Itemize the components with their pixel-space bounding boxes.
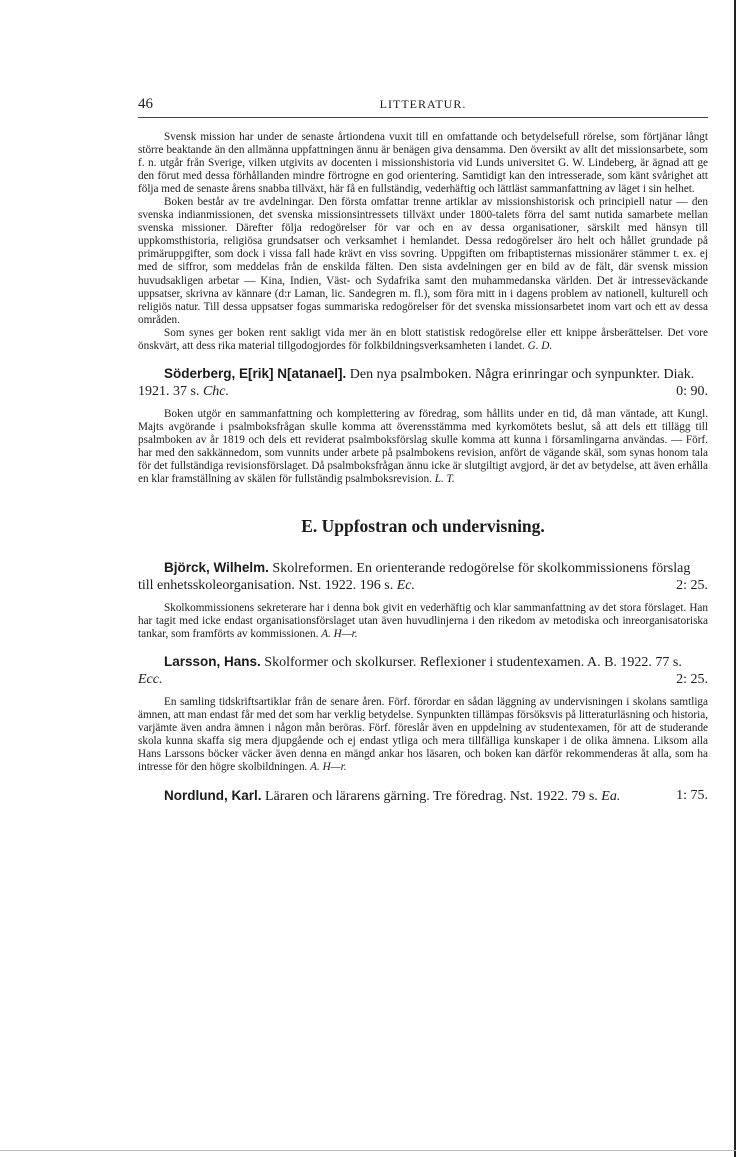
entry-author: Söderberg, E[rik] N[atanael]. — [164, 365, 347, 381]
entry-author: Nordlund, Karl. — [164, 787, 262, 803]
review-paragraph: En samling tidskriftsartiklar från de senare åren. Förf. förordar en sådan läggning av undervisningen i skolans samtliga ämnen, att man endast får med det som har verklig betydelse. Synpunkten tillämpas försöksvis på litteraturläsning och historia, varjämte även andra ämnen i någon mån beröras. Förf. föreslår även en uppdelning av studentexamen, för att de studerande skola kunna skaffa sig mera djupgående och ej endast ytliga och mera tillfälliga kunskaper i de olika ämnena. Liksom alla Hans Larssons böcker väcker även denna en mängd ankar hos läsaren, och boken kan därför rekommenderas åt alla, som ha intresse för den högre skolbildningen. A. H—r. — [138, 696, 708, 774]
review-paragraph: Boken utgör en sammanfattning och komplettering av föredrag, som hållits under en tid, då man väntade, att Kungl. Majts avgörande i psalmboksfrågan skulle komma att överensstämma med kyrkomötets beslut, så att dels ett tillägg till psalmboken av år 1819 och dels ett reviderat psalmboksförslag skulle komma att kunna i församlingarna användas. — Förf. har med den sakkännedom, som vunnits under arbete på psalmbokens revision, anfört de vägande skäl, som synas honom tala för det fullständiga revisionsförslaget. Då psalmboksfrågan ännu icke är slutgiltigt avgjord, är det av betydelse, att även erhålla en klar framställning av skälen för fullständig psalmboksrevision. L. T. — [138, 407, 708, 486]
entry-code: Chc. — [202, 383, 230, 399]
page-number: 46 — [138, 96, 153, 112]
entry-author: Larsson, Hans. — [164, 654, 261, 670]
reviewer-signature: A. H—r. — [310, 761, 347, 774]
entry-code: Ea. — [601, 788, 621, 804]
bibliography-entry — [138, 559, 708, 594]
entry-price: 1: 75. — [676, 787, 708, 803]
entry-price: 0: 90. — [676, 383, 708, 399]
review-paragraph: Som synes ger boken rent sakligt vida mer än en blott statistisk redogörelse eller ett knippe årsberättelser. Det vore önskvärt, att dess rika material tillgodogjordes för folkbildningsverksamheten i landet. G. D. — [138, 326, 708, 352]
entry-code: Ecc. — [138, 672, 163, 688]
bibliography-entry — [138, 787, 708, 805]
entry-description: Skolformer och skolkurser. Reflexioner i studentexamen. A. B. 1922. 77 s. — [264, 655, 682, 671]
bibliography-entry — [138, 653, 708, 688]
review-paragraph: Svensk mission har under de senaste årtiondena vuxit till en omfattande och betydelsefull rörelse, som förtjänar långt större beaktande än den allmänna uppfattningen ännu är benägen giva densamma. Den översikt av allt det missionsarbete, som f. n. utgår från Sverige, vilken utgivits av docenten i missionshistoria vid Lunds universitet G. W. Lindeberg, är ägnad att ge den förut med dessa förhållanden mindre förtrogne en god orientering. Samtidigt kan den intresserade, som känt svårighet att följa med de senaste årens snabba tillväxt, här få en fullständig, vederhäftig och lättläst sammanfattning av läget i sin helhet. — [138, 131, 708, 196]
bibliography-entry — [138, 365, 708, 400]
header-rule — [138, 117, 708, 118]
page-body — [138, 131, 708, 805]
entry-code: Ec. — [396, 578, 415, 594]
entry-price: 2: 25. — [676, 672, 708, 688]
running-title: LITTERATUR. — [379, 97, 467, 111]
reviewer-signature: G. D. — [527, 339, 553, 352]
entry-description: Den nya psalmboken. Några erinringar och synpunkter. Diak. 1921. 37 s. — [138, 366, 695, 399]
entry-price: 2: 25. — [676, 578, 708, 594]
entry-author: Björck, Wilhelm. — [164, 560, 269, 576]
reviewer-signature: L. T. — [434, 473, 455, 486]
running-header — [138, 96, 708, 116]
section-heading: E. Uppfostran och undervisning. — [301, 516, 545, 537]
entry-description: Läraren och lärarens gärning. Tre föredrag. Nst. 1922. 79 s. — [265, 788, 598, 804]
review-paragraph: Boken består av tre avdelningar. Den första omfattar trenne artiklar av missionshistorisk och principiell natur — den svenska indianmissionen, det svenska missionsintressets tillväxt under 1800-talets förra del samt nutida samarbete mellan svenska missioner. Därefter följa redogörelser för var och en av dessa organisationer, särskilt med hänsyn till uppkomsthistoria, religiösa grundsatser och verksamhet i hemlandet. Dessa redogörelser äro helt och hållet grundade på primäruppgifter, som dock i vissa fall hade krävt en viss sovring. Uppgiften om fribaptisternas missionärer stämmer t. ex. ej med de siffror, som meddelas från de enskilda fälten. Den sista avdelningen ger en bild av de fält, där svensk mission huvudsakligen arbetar — Kina, Indien, Väst- och Sydafrika samt den muhammedanska världen. Det är intresseväckande uppsatser, skrivna av kännare (d:r Laman, lic. Sandegren m. fl.), som föra mitt in i dagens problem av nationell, kulturell och religiös natur. Till dessa uppsatser fogas summariska redogörelser för det svenska missionsarbetet inom vart och ett av dessa områden. — [138, 196, 708, 326]
reviewer-signature: A. H—r. — [321, 628, 358, 641]
page-bottom-edge — [0, 1150, 736, 1151]
entry-description: Skolreformen. En orienterande redogörelse för skolkommissionens förslag till enhetsskoleorganisation. Nst. 1922. 196 s. — [138, 561, 691, 594]
review-paragraph: Skolkommissionens sekreterare har i denna bok givit en vederhäftig och klar sammanfattning av det stora förslaget. Han har tagit med icke endast organisationsförslaget utan även huvudlinjerna i den rikedom av metodiska och inreorganisatoriska tankar, som framförts av kommissionen. A. H—r. — [138, 602, 708, 641]
